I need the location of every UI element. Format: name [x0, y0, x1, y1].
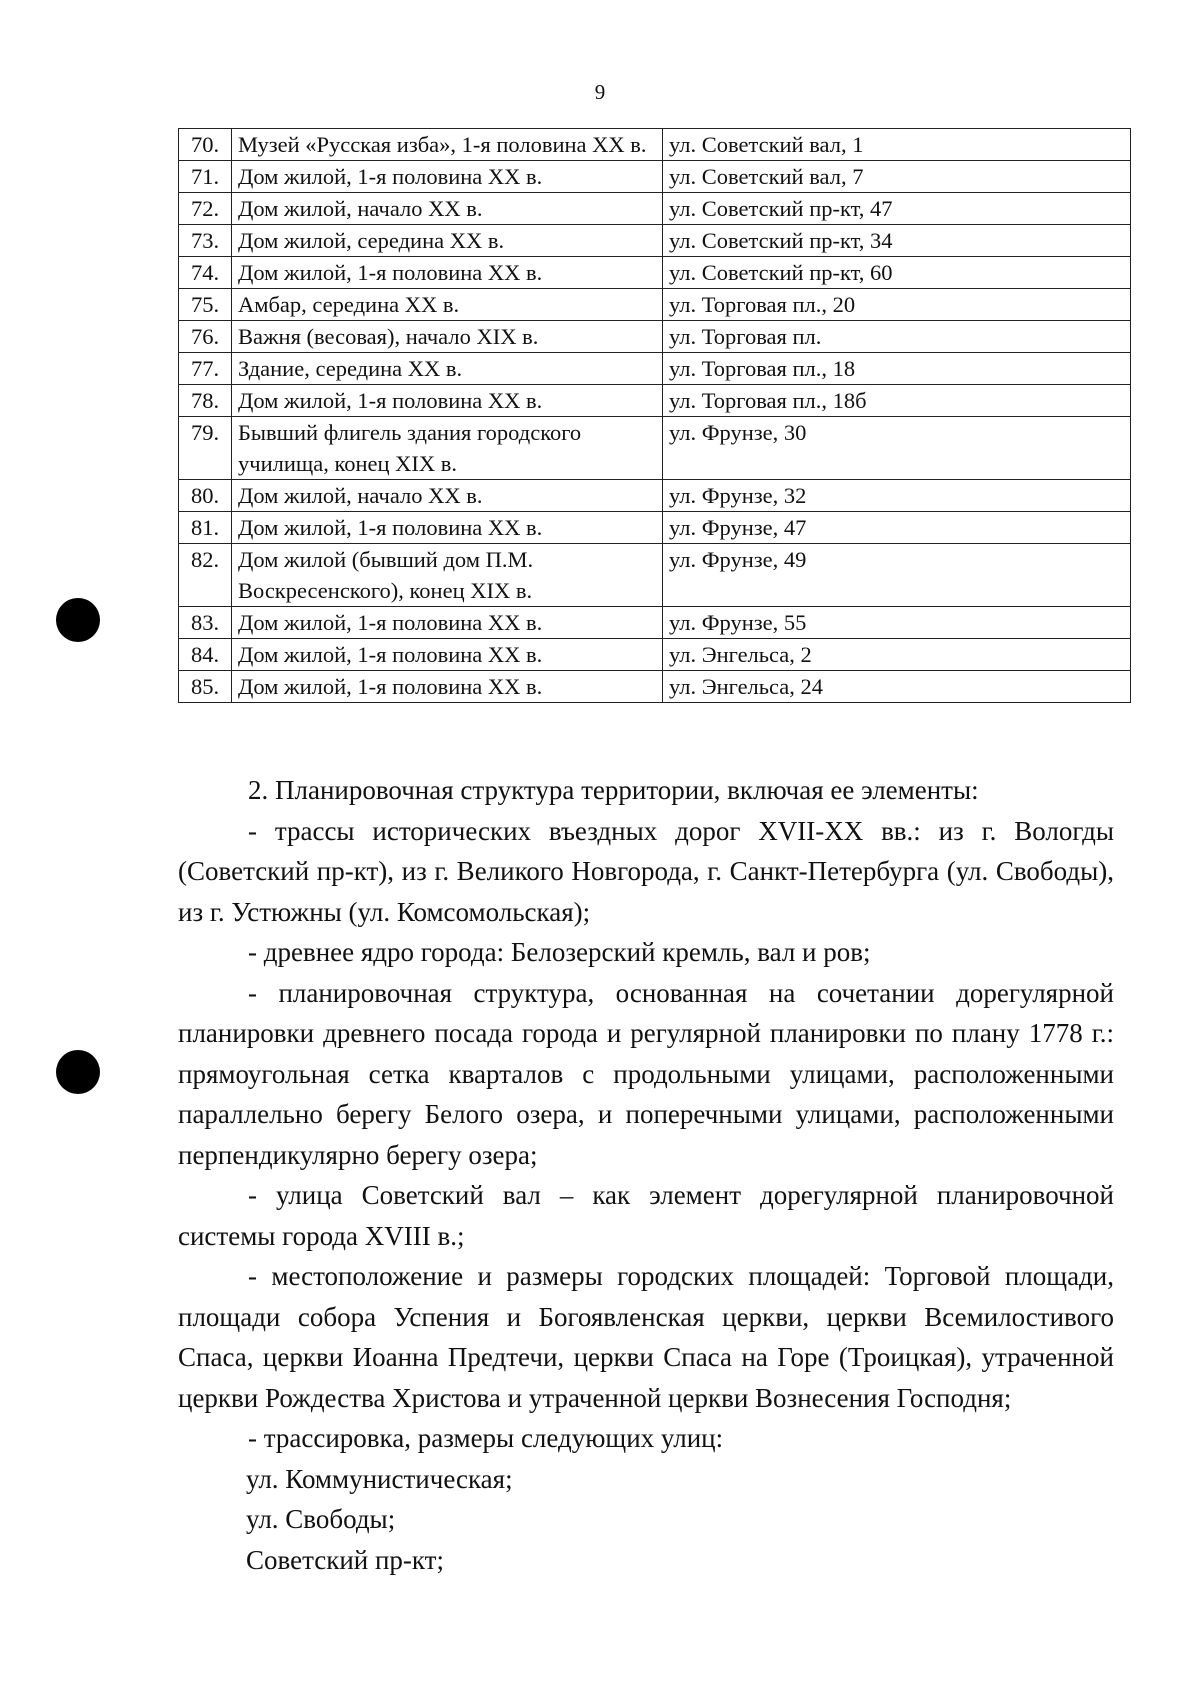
- row-number: 76.: [179, 321, 232, 353]
- heritage-objects-table: [178, 128, 1131, 703]
- table-row: [179, 639, 1131, 671]
- object-address: ул. Энгельса, 24: [663, 671, 1131, 703]
- object-address: ул. Советский пр-кт, 47: [663, 193, 1131, 225]
- list-item: - планировочная структура, основанная на сочетании дорегулярной планировки древнего посада города и регулярной планировки по плану 1778 г.: прямоугольная сетка кварталов с продольными улицами, расположенными параллельно берегу Белого озера, и поперечными улицами, расположенными перпендикулярно берегу озера;: [178, 977, 1114, 1170]
- object-name: Дом жилой, середина XX в.: [232, 225, 663, 257]
- street-item: Советский пр-кт;: [246, 1544, 444, 1575]
- row-number: 81.: [179, 512, 232, 544]
- table-row: [179, 607, 1131, 639]
- row-number: 82.: [179, 544, 232, 607]
- object-address: ул. Торговая пл., 18б: [663, 385, 1131, 417]
- row-number: 83.: [179, 607, 232, 639]
- table-row: [179, 289, 1131, 321]
- object-address: ул. Торговая пл., 18: [663, 353, 1131, 385]
- list-item: - местоположение и размеры городских площадей: Торговой площади, площади собора Успения и Богоявленская церкви, церкви Всемилостивого Спаса, церкви Иоанна Предтечи, церкви Спаса на Горе (Троицкая), утраченной церкви Рождества Христова и утраченной церкви Вознесения Господня;: [178, 1261, 1114, 1413]
- table-row: [179, 225, 1131, 257]
- table-row: [179, 417, 1131, 480]
- row-number: 72.: [179, 193, 232, 225]
- object-name: Дом жилой, 1-я половина XX в.: [232, 385, 663, 417]
- row-number: 75.: [179, 289, 232, 321]
- table-row: [179, 353, 1131, 385]
- object-address: ул. Советский пр-кт, 60: [663, 257, 1131, 289]
- object-name: Дом жилой, 1-я половина XX в.: [232, 161, 663, 193]
- page-number: 9: [594, 80, 606, 104]
- punch-hole-bottom: [56, 1050, 100, 1094]
- object-name: Амбар, середина XX в.: [232, 289, 663, 321]
- list-item: - трассировка, размеры следующих улиц:: [248, 1423, 724, 1453]
- table-row: [179, 544, 1131, 607]
- row-number: 74.: [179, 257, 232, 289]
- object-name: Музей «Русская изба», 1-я половина XX в.: [232, 129, 663, 161]
- object-address: ул. Фрунзе, 32: [663, 480, 1131, 512]
- object-address: ул. Фрунзе, 47: [663, 512, 1131, 544]
- table-row: [179, 480, 1131, 512]
- table-row: [179, 257, 1131, 289]
- object-name: Бывший флигель здания городского училища, конец XIX в.: [232, 417, 663, 480]
- row-number: 80.: [179, 480, 232, 512]
- row-number: 78.: [179, 385, 232, 417]
- object-address: ул. Фрунзе, 49: [663, 544, 1131, 607]
- table-row: [179, 671, 1131, 703]
- object-name: Дом жилой, 1-я половина XX в.: [232, 607, 663, 639]
- object-address: ул. Советский вал, 7: [663, 161, 1131, 193]
- street-item: ул. Свободы;: [246, 1504, 396, 1534]
- table-row: [179, 321, 1131, 353]
- table-row: [179, 129, 1131, 161]
- object-address: ул. Фрунзе, 55: [663, 607, 1131, 639]
- row-number: 84.: [179, 639, 232, 671]
- object-address: ул. Советский вал, 1: [663, 129, 1131, 161]
- object-address: ул. Торговая пл., 20: [663, 289, 1131, 321]
- list-item: - древнее ядро города: Белозерский кремль, вал и ров;: [248, 937, 871, 967]
- list-item: - трассы исторических въездных дорог XVII-XX вв.: из г. Вологды (Советский пр-кт), из г. Великого Новгорода, г. Санкт-Петербурга (ул. Свободы), из г. Устюжны (ул. Комсомольская);: [178, 815, 1114, 927]
- section-heading: 2. Планировочная структура территории, включая ее элементы:: [248, 775, 979, 805]
- object-name: Дом жилой, 1-я половина XX в.: [232, 639, 663, 671]
- table-row: [179, 193, 1131, 225]
- object-name: Здание, середина XX в.: [232, 353, 663, 385]
- object-name: Дом жилой, начало XX в.: [232, 193, 663, 225]
- object-address: ул. Энгельса, 2: [663, 639, 1131, 671]
- table-row: [179, 385, 1131, 417]
- row-number: 73.: [179, 225, 232, 257]
- street-item: ул. Коммунистическая;: [246, 1463, 513, 1494]
- object-address: ул. Советский пр-кт, 34: [663, 225, 1131, 257]
- object-name: Дом жилой, начало XX в.: [232, 480, 663, 512]
- list-item: - улица Советский вал – как элемент дорегулярной планировочной системы города XVIII в.;: [178, 1180, 1114, 1251]
- object-address: ул. Торговая пл.: [663, 321, 1131, 353]
- row-number: 71.: [179, 161, 232, 193]
- object-name: Дом жилой, 1-я половина XX в.: [232, 512, 663, 544]
- row-number: 77.: [179, 353, 232, 385]
- object-name: Важня (весовая), начало XIX в.: [232, 321, 663, 353]
- object-name: Дом жилой, 1-я половина XX в.: [232, 671, 663, 703]
- planning-structure-section: [178, 770, 1114, 1580]
- object-name: Дом жилой, 1-я половина XX в.: [232, 257, 663, 289]
- table-row: [179, 161, 1131, 193]
- row-number: 79.: [179, 417, 232, 480]
- row-number: 70.: [179, 129, 232, 161]
- row-number: 85.: [179, 671, 232, 703]
- object-address: ул. Фрунзе, 30: [663, 417, 1131, 480]
- object-name: Дом жилой (бывший дом П.М. Воскресенского), конец XIX в.: [232, 544, 663, 607]
- punch-hole-top: [56, 598, 100, 642]
- table-row: [179, 512, 1131, 544]
